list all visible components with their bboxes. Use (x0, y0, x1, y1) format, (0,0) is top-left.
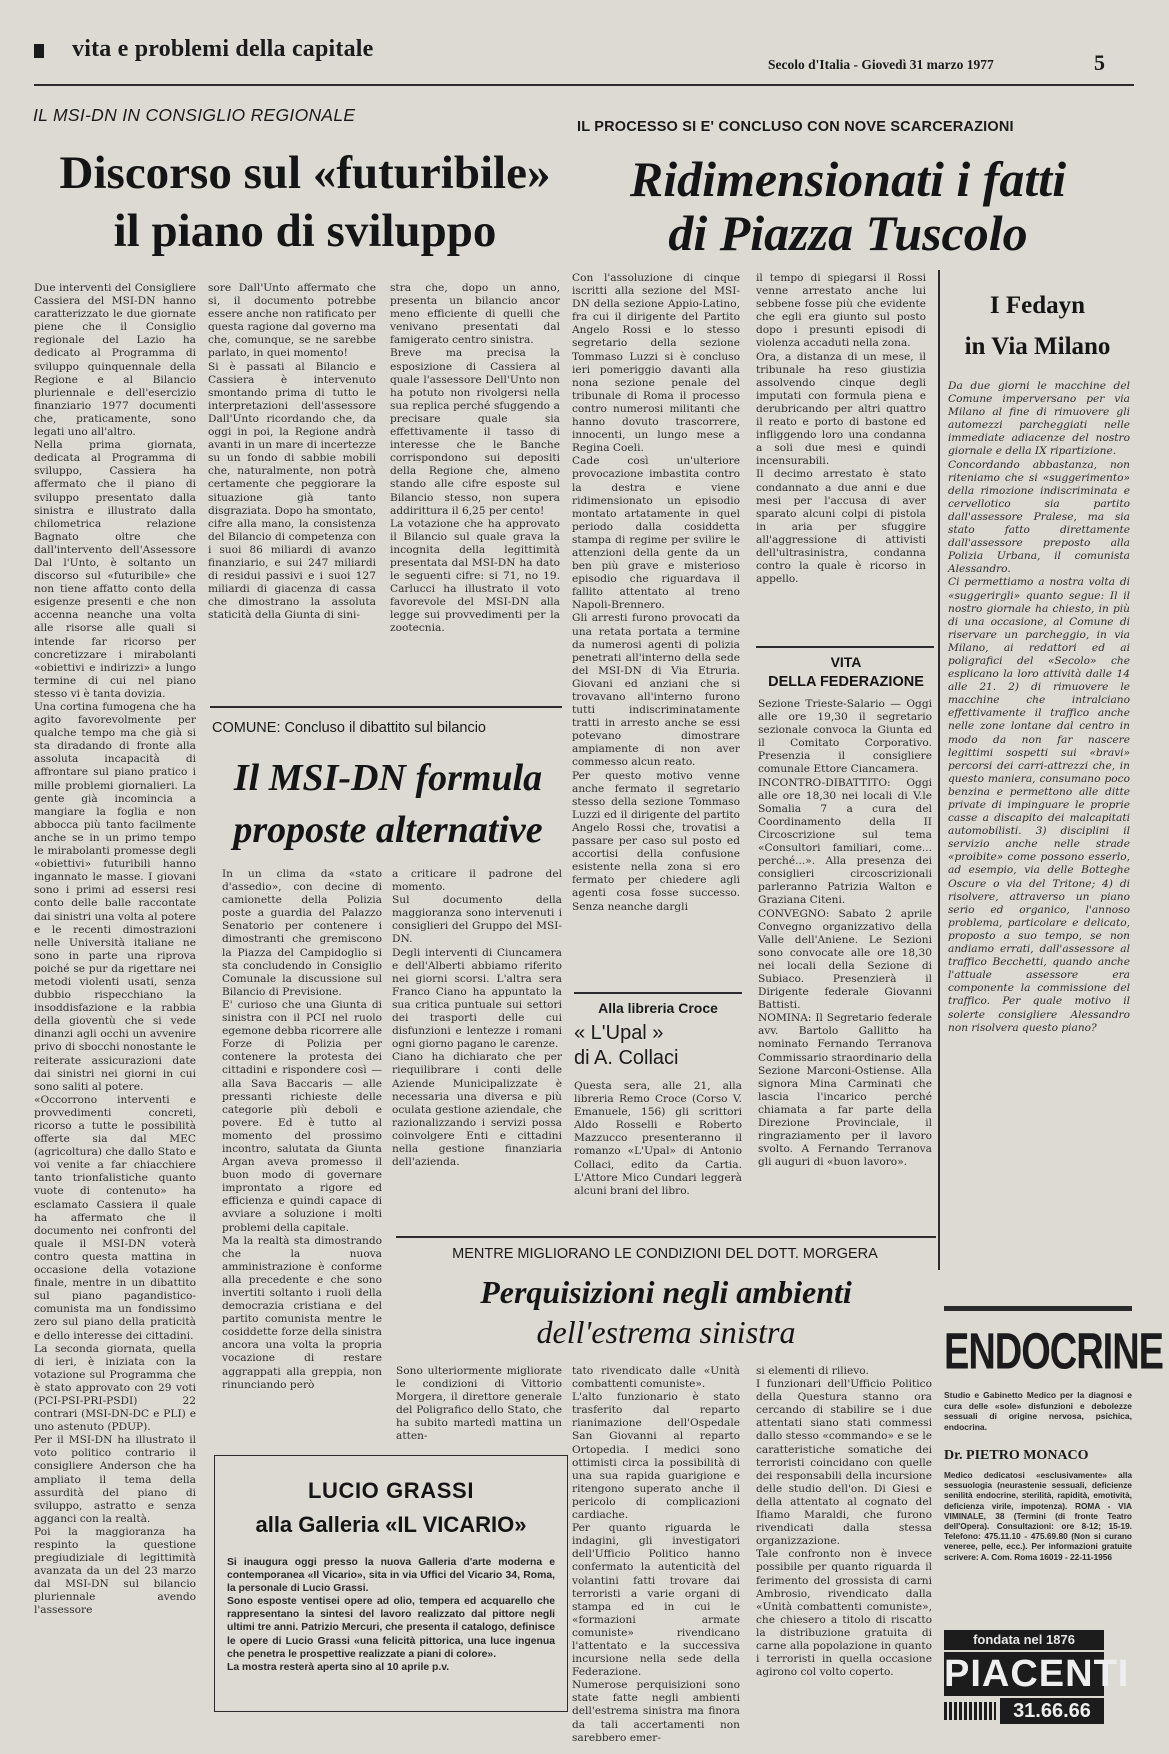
libreria-text: Questa sera, alle 21, alla libreria Remo Croce (Corso V. Emanuele, 156) gli scrittori Aldo Rosselli e Roberto Mazzucco presenteranno il romanzo «L'Upal» di Antonio Collaci, edito da Cartia. L'Attore Mico Cundari leggerà alcuni brani del libro. (574, 1080, 742, 1197)
masthead-marker (34, 44, 44, 58)
comune-col1: In un clima da «stato d'assedio», con decine di camionette della Polizia poste a guardia del Palazzo Senatorio per contenere i dimostranti che gremiscono la Piazza del Campidoglio si sta concludendo in Consiglio Comunale la discussione sul Bilancio di Previsione. E' curioso che una Giunta di sinistra con il PCI nel ruolo egemone debba ricorrere alle Forze di Polizia per contenere la protesta dei cittadini e rispondere così — alla Sava Baccaris — alle pressanti richieste delle categorie più deboli e povere. Ed è tutto al momento del prossimo incontro, salutata da Giunta Argan aveva promesso il buon modo di governare improntato a rigore ed efficienza e quindi capace di avviare a soluzione i molti problemi della capitale. Ma la realtà sta dimostrando che la nuova amministrazione è conforme alla precedente e che sono invertiti soltanto i ruoli della democrazia cristiana e del partito comunista mentre le cosiddette forze della sinistra ancora una volta la propria vocazione di restare aggrappati alla greppia, non rinunciando però (222, 868, 382, 1391)
piacenti-ad (944, 1630, 1130, 1740)
article-right-col1: Con l'assoluzione di cinque iscritti alla sezione del MSI-DN della sezione Appio-Latino, fra cui il dirigente del Partito Angelo Rossi e lo stesso segretario della sezione Tommaso Luzzi si è concluso ieri pomeriggio davanti alla nona sezione penale del tribunale di Roma il processo contro numerosi militanti che hanno dovuto trascorrere, innocenti, un lungo mese a Regina Coeli. Cade così un'ulteriore provocazione imbastita contro la destra e viene ridimensionato un episodio montato artatamente in quel periodo dalla cosiddetta stampa di regime per svilire le attenzioni della gente da un ben più grave e misterioso episodio che riguardava il fallito attentato al treno Napoli-Brennero. Gli arresti furono provocati da una retata portata a termine da numerosi agenti di polizia penetrati all'interno della sede del MSI-DN di Via Etruria. Giovani ed anziani che si trovavano all'interno furono tutti indiscriminatamente tratti in arresto anche se essi potevano dimostrare ampiamente di non aver commesso alcun reato. Per questo motivo venne anche fermato il segretario stesso della sezione Tommaso Luzzi ed il dirigente del partito Angelo Rossi che, trovatisi a passare per caso sul posto ed accortisi della confusione esistente nella zona si ero fermato per chiedere agli agenti cosa fosse successo. Senza neanche dargli (572, 272, 740, 913)
piacenti-stripe (944, 1702, 996, 1720)
libreria-title-1: « L'Upal » (574, 1022, 664, 1044)
endocrine-title: ENDOCRINE (944, 1324, 1164, 1381)
federazione-title-2: DELLA FEDERAZIONE (768, 674, 924, 690)
headline-left-1: Discorso sul «futuribile» (59, 147, 551, 199)
libreria-heading: Alla libreria Croce (598, 1000, 718, 1016)
comune-col2: a criticare il padrone del momento. Sul documento della maggioranza sono intervenuti i consiglieri del Gruppo del MSI-DN. Degli interventi di Ciuncamera e dell'Alberti abbiamo riferito nei giorni scorsi. L'altra sera Franco Ciano ha appuntato la sua critica puntuale sui settori dei trasporti delle cui disfunzioni e lentezze i romani ogni giorno pagano le carenze. Ciano ha dichiarato che per riequilibrare i conti delle Aziende Municipalizzate è necessaria una diversa e più oculata gestione aziendale, che razionalizzando i servizi possa coinvolgere Enti e cittadini nella gestione finanziaria dell'azienda. (392, 868, 562, 1169)
morgera-kicker: MENTRE MIGLIORANO LE CONDIZIONI DEL DOTT. MORGERA (452, 1246, 878, 1262)
masthead-rule (34, 84, 1134, 86)
article-left-col3: stra che, dopo un anno, presenta un bilancio ancor meno efficiente di quelli che venivano presentati dal famigerato centro sinistra. Breve ma precisa la esposizione di Cassiera al quale l'assessore Dell'Unto non ha potuto non rivolgersi nella sua replica perché sfuggendo a precisare quale sia effettivamente il tasso di interesse che le Banche corrispondono sui depositi della Regione che, almeno stando alle cifre esposte sul Bilancio stesso, non supera addirittura il 6,25 per cento! La votazione che ha approvato il Bilancio sul quale grava la incognita della legittimità presentata dal MSI-DN ha dato le seguenti cifre: si 71, no 19. Carlucci ha illustrato il voto favorevole del MSI-DN alla legge sui provvedimenti per la zootecnia. (390, 282, 560, 635)
piacenti-phone: 31.66.66 (1000, 1698, 1104, 1724)
grassi-box (214, 1455, 568, 1712)
page-number: 5 (1094, 50, 1105, 75)
article-left-col1: Due interventi del Consigliere Cassiera del MSI-DN hanno caratterizzato le due giornate piene che il Consiglio regionale del Lazio ha dedicato al Programma di sviluppo quinquennale della Regione e al Bilancio pluriennale e dell'esercizio finanziario 1977 documenti che, praticamente, sono legati uno all'altro. Nella prima giornata, dedicata al Programma di sviluppo, Cassiera ha affermato che il piano di sviluppo presentato dalla sinistra e illustrato dalla chilometrica relazione Bagnato oltre che dall'intervento dell'Assessore Dal l'Unto, è soltanto un discorso sul «futuribile» che non tiene affatto conto della esigenze presenti e che non accenna neanche una volta alle risorse alle quali si intende far ricorso per concretizzare i mirabolanti «obiettivi e indirizzi» a lungo termine di cui nel piano stesso vi è tanta dovizia. Una cortina fumogena che ha agito favorevolmente per qualche tempo ma che già si sta diradando di fronte alla assoluta incapacità di affrontare sul piano pratico i mille problemi giornalieri. La gente già incomincia a mangiare la foglia e non abbocca più tanto facilmente anche se in un primo tempo le mirabolanti promesse degli «obiettivi» futuribili hanno ingannato le masse. I giovani sono i primi ad essersi resi conto delle balle raccontate dai sinistri una volta al potere e le recenti dimostrazioni nelle Università italiane ne sono in parte una riprova poiché se pur da rigettare nei metodi violenti usati, senza dubbio rispecchiano la insoddisfazione e la rabbia della gioventù che si vede dinanzi agli occhi un avvenire privo di sbocchi nonostante le reiterate assicurazioni date dai sinistri nei giorni in cui sono saliti al potere. «Occorrono interventi e provvedimenti concreti, ricorso a tutte le possibilità offerte sia dal MEC (agricoltura) che dallo Stato e voi venite a far chiacchiere tanto trionfalistiche quanto vuote di contenuto» ha esclamato Cassiera il quale ha affermato che il documento nei confronti del quale il MSI-DN voterà contro questa mattina in occasione della votazione finale, mentre in un dibattito sul piano pagandistico-comunista ma un fondissimo zero sul piano della praticità e dello interesse dei cittadini. La seconda giornata, quella di ieri, è iniziata con la votazione sul Programma che è stato approvato con 29 voti (PCI-PSI-PRI-PSDI) 22 contrari (MSI-DN-DC e PLI) e uno astenuto (PDUP). Per il MSI-DN ha illustrato il voto politico contrario il consigliere Anderson che ha ampliato il tema della assurdità del piano di sviluppo, astratto e senza agganci con la realtà. Poi la maggioranza ha respinto la questione pregiudiziale di legittimità avanzata da un del 23 marzo dal MSI-DN sul bilancio pluriennale avendo l'assessore (34, 282, 196, 1617)
morgera-col1: Sono ulteriormente migliorate le condizioni di Vittorio Morgera, il direttore generale del Poligrafico dello Stato, che ha subito martedì mattina un atten- (396, 1365, 562, 1443)
libreria-rule-top (574, 992, 742, 994)
grassi-title-2: alla Galleria «IL VICARIO» (255, 1512, 527, 1537)
headline-right-1: Ridimensionati i fatti (629, 151, 1067, 207)
ads-rule-top (944, 1306, 1132, 1311)
piacenti-founded: fondata nel 1876 (944, 1630, 1104, 1650)
article-left-col2: sore Dall'Unto affermato che si, il documento potrebbe essere anche non ratificato per questa ragione dal governo ma che, comunque, se ne sarebbe parlato, in quei momento! Si è passati al Bilancio e Cassiera è intervenuto smontando prima di tutto le interpretazioni dell'assessore Dall'Unto ricordando che, da oggi in poi, la Regione andrà avanti in un mare di incertezze su un fondo di sabbie mobili che, naturalmente, non potrà certamente che peggiorare la situazione già tanto disgraziata. Dopo ha smontato, cifre alla mano, la consistenza del Bilancio di competenza con i suoi 86 miliardi di avanzo finanziario, e sui 247 miliardi di residui passivi e i suoi 127 miliardi di giacenza di cassa che dimostrano la assoluta staticità della Giunta di sini- (208, 282, 376, 622)
kicker-left: IL MSI-DN IN CONSIGLIO REGIONALE (33, 105, 356, 125)
newspaper-date: Secolo d'Italia - Giovedì 31 marzo 1977 (768, 57, 994, 72)
headline-left-2: il piano di sviluppo (113, 205, 497, 257)
federazione-title-1: VITA (830, 654, 862, 670)
section-title: vita e problemi della capitale (72, 36, 374, 62)
article-right-col2: il tempo di spiegarsi il Rossi venne arrestato anche lui sebbene fosse più che evidente che egli era giunto sul posto dopo i presunti episodi di violenza accaduti nella zona. Ora, a distanza di un mese, il tribunale ha reso giustizia assolvendo cinque degli imputati con formula piena e derubricando per altri quattro il reato e porto di bastone ed infliggendo loro una condanna a soli due mesi e quindi incensurabili. Il decimo arrestato è stato condannato a due anni e due mesi per l'accusa di aver sparato alcuni colpi di pistola in aria per sfuggire all'aggressione di attivisti dell'ultrasinistra, condanna contro la quale è ricorso in appello. (756, 272, 926, 586)
fedayn-title-2: in Via Milano (964, 333, 1111, 360)
comune-rule-top (210, 706, 562, 708)
comune-kicker: COMUNE: Concluso il dibattito sul bilancio (212, 720, 486, 736)
kicker-right: IL PROCESSO SI E' CONCLUSO CON NOVE SCARCERAZIONI (577, 119, 1014, 135)
federazione-text: Sezione Trieste-Salario — Oggi alle ore 19,30 il segretario sezionale convoca la Giunta ed il Comitato Corporativo. Presenzia il consigliere comunale Ettore Ciancamera. INCONTRO-DIBATTITO: Oggi alle ore 18,30 nei locali di V.le Somalia 7 a cura del Coordinamento della II Circoscrizione sul tema «Consultori familiari, come... perché...». Alla presenza dei consiglieri circoscrizionali parleranno Patrizia Walton e Graziana Citeni. CONVEGNO: Sabato 2 aprile Convegno organizzativo della Valle dell'Aniene. Le Sezioni sono convocate alle ore 18,30 nei locali della Sezione di Subiaco. Presenzierà il Dirigente federale Giovanni Battisti. NOMINA: Il Segretario federale avv. Bartolo Gallitto ha nominato Fernando Terranova Commissario straordinario della Sezione Marconi-Ostiense. Alla signora Mina Carminati che lascia l'incarico perché chiamata a far parte della Direzione Provinciale, il ringraziamento per il lavoro svolto. A Fernando Terranova gli auguri di «buon lavoro». (758, 698, 932, 1169)
comune-headline-2: proposte alternative (233, 809, 543, 851)
fedayn-title-1: I Fedayn (989, 292, 1086, 319)
morgera-col2: tato rivendicato dalle «Unità combattenti comuniste». L'alto funzionario è stato trasferito dal reparto rianimazione dell'Ospedale San Giovanni al reparto Ortopedia. I medici sono ottimisti circa la possibilità di una sua rapida guarigione e ritengono superato anche il pericolo di complicazioni cardiache. Per quanto riguarda le indagini, gli investigatori dell'Ufficio Politico hanno confermato la autenticità del volantini fatti trovare dai terroristi a varie organi di stampa ed in cui le «formazioni armate comuniste» rivendicano l'attentato e la successiva incursione nella sede della Federazione. Numerose perquisizioni sono state fatte negli ambienti dell'estrema sinistra ma finora da tali accertamenti non sarebbero emer- (572, 1365, 740, 1744)
piacenti-name: PIACENTI (944, 1653, 1130, 1695)
morgera-col3: si elementi di rilievo. I funzionari dell'Ufficio Politico della Questura stanno ora cercando di stabilire se i due attentati siano stati commessi dallo stesso «commando» e se le caratteristiche somatiche dei terroristi coincidano con quelle dei responsabili della incursione delle studio dell'on. Di Giesi e della attentato al cognato del Ifiamo Maraldi, che furono rivendicati dalla stessa organizzazione. Tale confronto non è invece possibile per quanto riguarda il ferimento del grossista di carni Ambrosio, rivendicato dalla «Unità combattenti comuniste», che chiesero a titolo di riscatto la distribuzione gratuita di carne alla popolazione in quanto i terroristi in quella occasione agirono col volto coperto. (756, 1365, 932, 1679)
federazione-rule-top (756, 646, 934, 648)
headline-right-2: di Piazza Tuscolo (668, 205, 1028, 261)
grassi-title-1: LUCIO GRASSI (307, 1478, 475, 1503)
endocrine-desc: Studio e Gabinetto Medico per la diagnosi e cura delle «sole» disfunzioni e debolezze sessuali di origine nervosa, psichica, endocrina. (944, 1390, 1132, 1432)
comune-headline-1: Il MSI-DN formula (233, 757, 543, 799)
morgera-headline-2: dell'estrema sinistra (536, 1314, 796, 1350)
fedayn-rule-left (938, 270, 940, 1270)
fedayn-text: Da due giorni le macchine del Comune imperversano per via Milano al fine di rimuovere gli automezzi parcheggiati nelle immediate adiacenze del nostro giornale e della IX ripartizione. Concordando abbastanza, non riteniamo che si «suggerimento» della rimozione indiscriminata e cervellotico sia partito dall'assessore Pralese, ma sia stato fatto direttamente dall'assessore preposto alla Polizia Urbana, il comunista Alessandro. Ci permettiamo a nostra volta di «suggerirgli» quanto segue: Il il nostro giornale ha chiesto, in più di una occasione, al Comune di riservare un parcheggio, in via Milano, ai redattori ed ai poligrafici del «Secolo» che esplicano la loro attività dalle 14 alle 21. 2) di rimuovere le macchine che intralciano effettivamente il traffico anche nelle zone lontane dal centro in modo da non far nascere legittimi sospetti sui «bravi» percorsi dei carri-attrezzi che, in questo maniera, consumano poco benzina e permettono alle ditte private di impinguare le proprie casse a discapito dei malcapitati automobilisti. 3) disciplini il servizio anche nelle strade «proibite» come possono esserlo, ad esempio, via delle Botteghe Oscure o via del Tritone; 4) di risolvere, attraverso un piano serio ed organico, l'annoso problema, particolare e delicato, proposto a suo tempo, se non andiamo errati, dall'assessore al traffico Becchetti, quando anche l'attuale assessore era componente la commissione del traffico. Per quale motivo il solerte consigliere Alessandro non risolvera questo piano? (948, 380, 1130, 1034)
morgera-headline-1: Perquisizioni negli ambienti (480, 1274, 852, 1310)
grassi-text: Si inaugura oggi presso la nuova Galleria d'arte moderna e contemporanea «Il Vicario», sita in via Uffici del Vicario 34, Roma, la personale di Lucio Grassi. Sono esposte ventisei opere ad olio, tempera ed acquarello che rappresentano la sintesi del lavoro realizzato dal pittore negli ultimi tre anni. Patrizio Mercuri, che presenta il catalogo, definisce le opere di Lucio Grassi «una felicità pittorica, una luce ingenua che penetra le prospettive realizzate a piani di colore». La mostra resterà aperta sino al 10 aprile p.v. (227, 1557, 555, 1673)
doctor-text: Medico dedicatosi «esclusivamente» alla sessuologia (neurastenie sessuali, deficienze senilità endocrine, sterilità, rapidità, emotività, deficienza virile, impotenza). ROMA - VIA VIMINALE, 38 (Termini (di fronte Teatro dell'Opera). Consultazioni: ore 8-12; 15-19. Telefono: 475.11.10 - 475.69.80 (Non si curano veneree, pelle, ecc.). Per informazioni gratuite scrivere: A. Com. Roma 16019 - 22-11-1956 (944, 1470, 1132, 1562)
libreria-title-2: di A. Collaci (574, 1047, 679, 1069)
morgera-rule-top (396, 1236, 936, 1238)
doctor-name: Dr. PIETRO MONACO (944, 1448, 1089, 1463)
